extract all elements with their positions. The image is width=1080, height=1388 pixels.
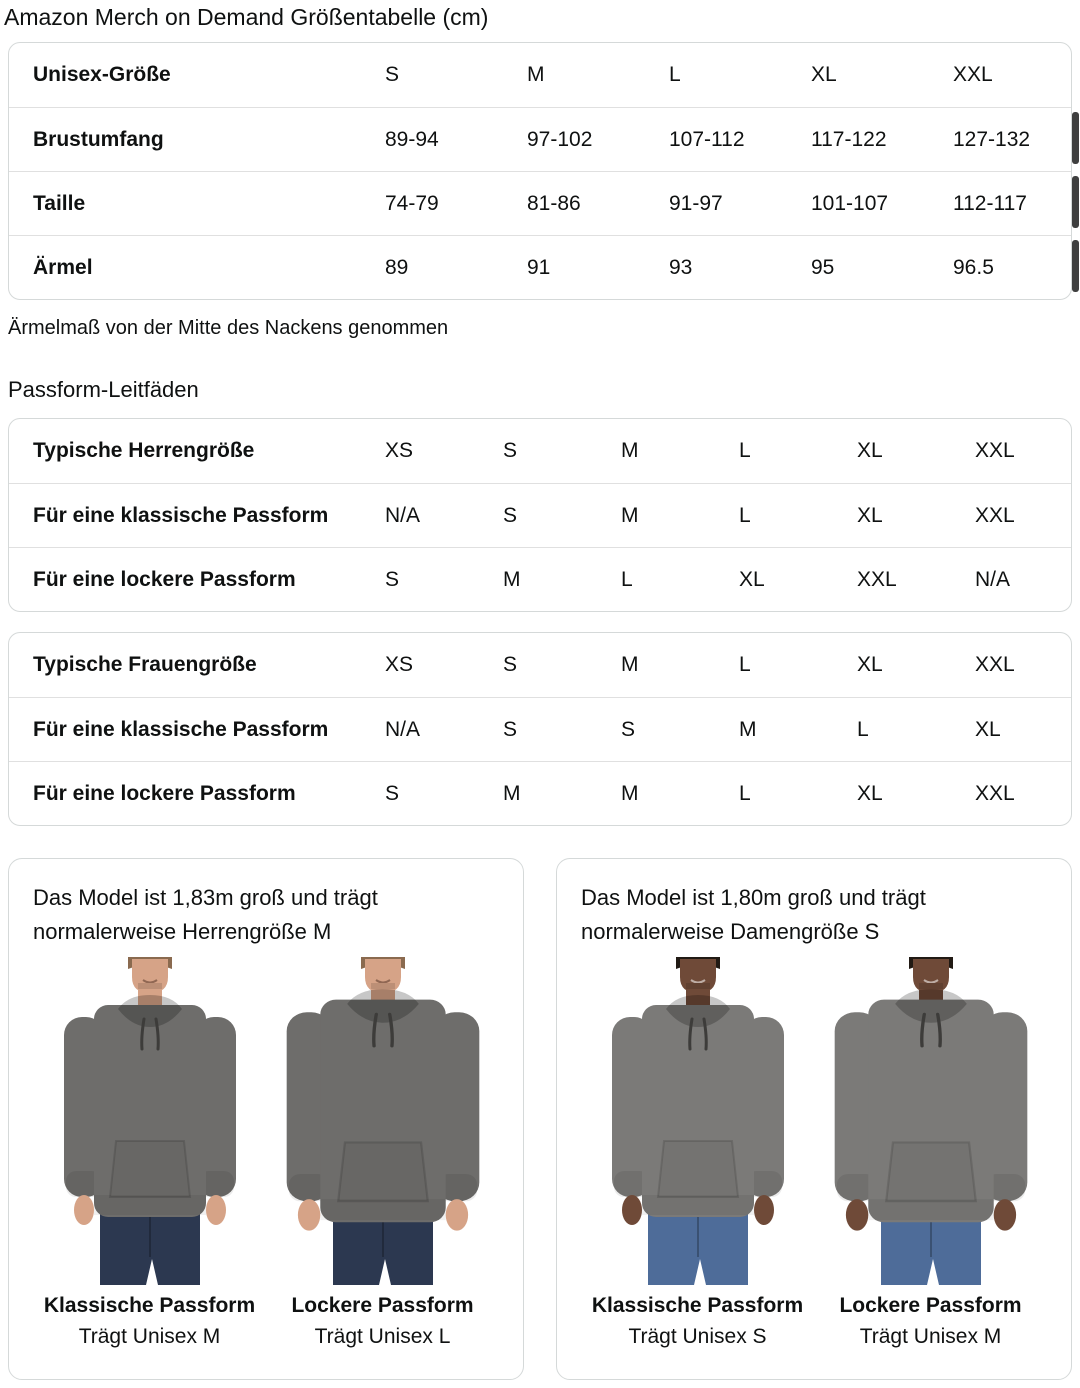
size-cell: XS xyxy=(385,653,414,676)
row-label: Für eine klassische Passform xyxy=(33,503,329,527)
size-label: Trägt Unisex M xyxy=(78,1325,221,1348)
row-scrollbar[interactable] xyxy=(1072,176,1079,228)
womens-fit-table xyxy=(8,632,1072,826)
size-cell: N/A xyxy=(975,567,1011,591)
size-cell: XXL xyxy=(975,781,1015,805)
model-figures xyxy=(33,957,499,1353)
size-cell: XXL xyxy=(975,439,1015,462)
size-cell: L xyxy=(669,63,681,86)
size-cell: S xyxy=(621,717,636,741)
model-figure-classic xyxy=(33,957,266,1353)
row-label: Unisex-Größe xyxy=(33,63,171,86)
kangaroo-pocket xyxy=(658,1141,738,1197)
size-cell: XL xyxy=(975,717,1001,741)
table-row-typical-womens-size xyxy=(9,633,1071,697)
size-cell: L xyxy=(857,717,869,741)
size-cell: 97-102 xyxy=(527,127,593,151)
model-figure-classic xyxy=(581,957,814,1353)
sleeve-measure-footnote: Ärmelmaß von der Mitte des Nackens genommen xyxy=(8,317,449,339)
size-cell: L xyxy=(739,503,751,527)
table-row-waist xyxy=(9,171,1071,235)
size-cell: L xyxy=(621,567,633,591)
size-cell: XL xyxy=(739,567,765,591)
size-cell: L xyxy=(739,439,751,462)
size-cell: 107-112 xyxy=(669,127,745,151)
model-photo xyxy=(283,957,483,1285)
size-cell: 74-79 xyxy=(385,191,439,215)
model-figures xyxy=(581,957,1047,1353)
size-cell: XL xyxy=(811,63,837,86)
size-cell: 91-97 xyxy=(669,191,723,215)
hoodie xyxy=(612,995,784,1225)
size-cell: XXL xyxy=(975,653,1015,676)
row-label: Für eine lockere Passform xyxy=(33,567,296,591)
fit-label: Lockere Passform xyxy=(839,1294,1022,1317)
table-row-loose-fit xyxy=(9,547,1071,611)
size-cell: M xyxy=(621,503,639,527)
hoodie xyxy=(64,995,236,1225)
fit-label: Lockere Passform xyxy=(291,1294,474,1317)
size-label: Trägt Unisex L xyxy=(314,1325,451,1348)
row-label: Ärmel xyxy=(33,255,93,279)
row-scrollbar[interactable] xyxy=(1072,240,1079,292)
size-cell: 89 xyxy=(385,255,409,279)
model-cards xyxy=(8,858,1072,1380)
size-cell: S xyxy=(385,781,400,805)
size-cell: S xyxy=(503,653,518,676)
size-cell: L xyxy=(739,653,751,676)
row-scrollbar[interactable] xyxy=(1072,112,1079,164)
hoodie xyxy=(834,989,1027,1231)
row-label: Typische Herrengröße xyxy=(33,439,255,462)
size-cell: 95 xyxy=(811,255,835,279)
model-photo xyxy=(598,957,798,1285)
kangaroo-pocket xyxy=(338,1142,428,1201)
size-cell: M xyxy=(503,567,521,591)
table-row-unisex-header xyxy=(9,43,1071,107)
row-label: Brustumfang xyxy=(33,127,164,151)
table-row-chest xyxy=(9,107,1071,171)
female-model-card xyxy=(556,858,1072,1380)
size-cell: 81-86 xyxy=(527,191,581,215)
fit-guides-heading: Passform-Leitfäden xyxy=(8,377,199,402)
size-label: Trägt Unisex M xyxy=(859,1325,1002,1348)
size-cell: 127-132 xyxy=(953,127,1031,151)
size-cell: XXL xyxy=(953,63,993,86)
size-cell: N/A xyxy=(385,503,421,527)
size-cell: S xyxy=(503,503,518,527)
kangaroo-pocket xyxy=(886,1142,976,1201)
male-model-card xyxy=(8,858,524,1380)
table-row-typical-mens-size xyxy=(9,419,1071,483)
size-cell: XL xyxy=(857,439,883,462)
mens-fit-table xyxy=(8,418,1072,612)
size-cell: M xyxy=(621,439,639,462)
kangaroo-pocket xyxy=(110,1141,190,1197)
model-description: Das Model ist 1,83m groß und trägt normalerweise Herrengröße M xyxy=(33,885,378,944)
size-cell: XL xyxy=(857,781,883,805)
model-description: Das Model ist 1,80m groß und trägt normalerweise Damengröße S xyxy=(581,885,926,944)
size-cell: M xyxy=(621,781,639,805)
size-cell: S xyxy=(385,63,400,86)
page-title: Amazon Merch on Demand Größentabelle (cm) xyxy=(4,4,489,30)
model-figure-loose xyxy=(814,957,1047,1353)
size-cell: M xyxy=(503,781,521,805)
size-cell: 96.5 xyxy=(953,255,994,279)
hoodie xyxy=(286,989,479,1231)
size-cell: 101-107 xyxy=(811,191,889,215)
row-label: Typische Frauengröße xyxy=(33,653,257,676)
size-cell: 93 xyxy=(669,255,693,279)
fit-label: Klassische Passform xyxy=(591,1294,804,1317)
size-cell: XL xyxy=(857,503,883,527)
model-figure-loose xyxy=(266,957,499,1353)
size-cell: 117-122 xyxy=(811,127,887,151)
model-photo xyxy=(50,957,250,1285)
size-cell: S xyxy=(503,717,518,741)
table-row-classic-fit xyxy=(9,483,1071,547)
fit-label: Klassische Passform xyxy=(43,1294,256,1317)
size-cell: XXL xyxy=(857,567,897,591)
size-cell: M xyxy=(739,717,757,741)
table-row-loose-fit xyxy=(9,761,1071,825)
size-cell: L xyxy=(739,781,751,805)
size-cell: 112-117 xyxy=(953,191,1027,215)
model-photo xyxy=(831,957,1031,1285)
size-label: Trägt Unisex S xyxy=(628,1325,767,1348)
size-cell: XL xyxy=(857,653,883,676)
size-cell: N/A xyxy=(385,717,421,741)
size-cell: XS xyxy=(385,439,414,462)
table-row-sleeve xyxy=(9,235,1071,299)
size-cell: M xyxy=(621,653,639,676)
row-label: Für eine klassische Passform xyxy=(33,717,329,741)
table-row-classic-fit xyxy=(9,697,1071,761)
size-cell: S xyxy=(385,567,400,591)
size-cell: 89-94 xyxy=(385,127,439,151)
size-cell: XXL xyxy=(975,503,1015,527)
size-cell: M xyxy=(527,63,545,86)
size-cell: S xyxy=(503,439,518,462)
row-label: Für eine lockere Passform xyxy=(33,781,296,805)
size-cell: 91 xyxy=(527,255,551,279)
unisex-size-table xyxy=(8,42,1072,300)
row-label: Taille xyxy=(33,191,86,215)
